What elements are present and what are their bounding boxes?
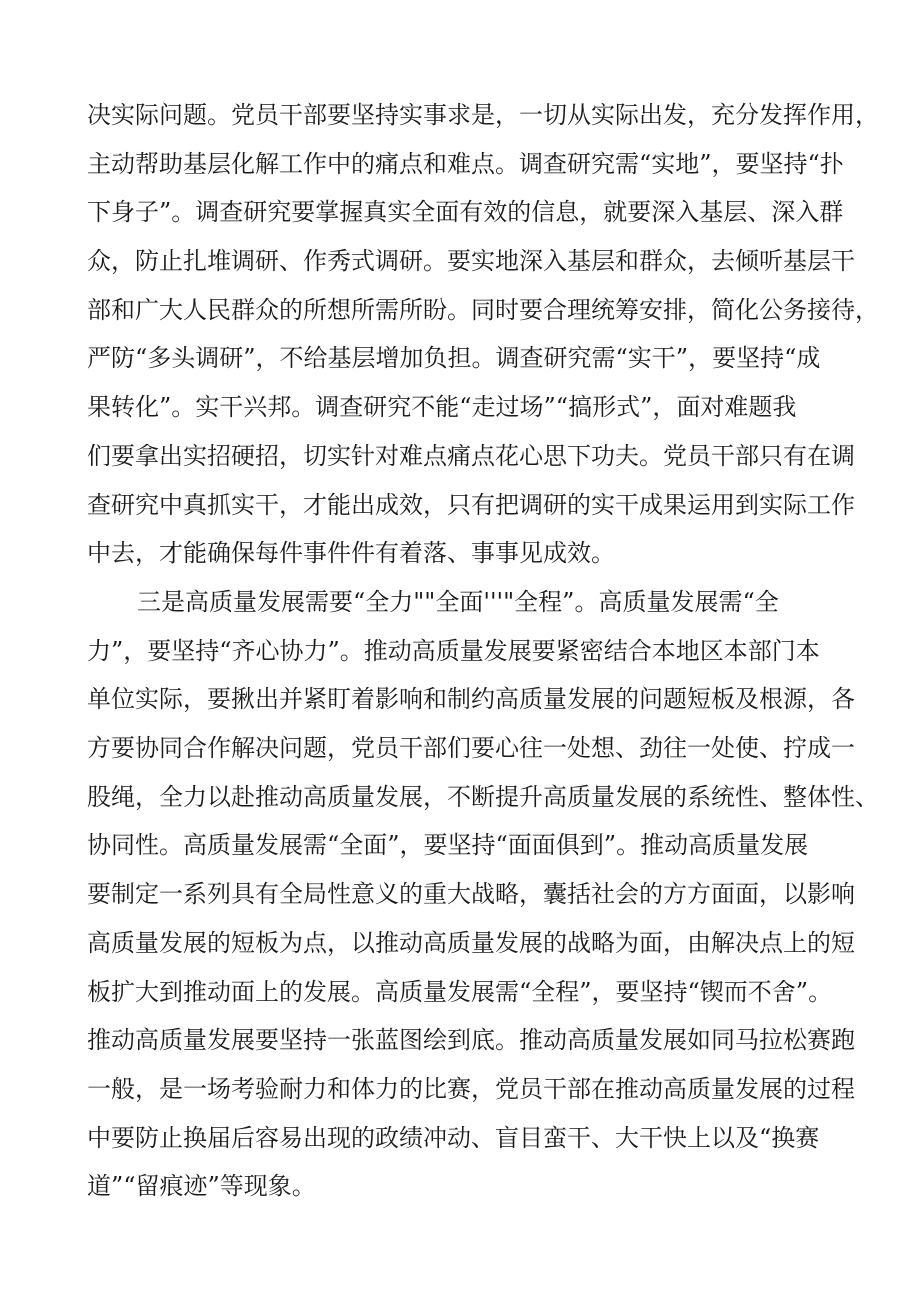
text-line: 众，防止扎堆调研、作秀式调研。要实地深入基层和群众，去倾听基层干: [87, 247, 855, 276]
text-line-first: 三是高质量发展需要“全力""全面'''"全程”。高质量发展需“全: [137, 588, 779, 616]
text-line: 部和广大人民群众的所想所需所盼。同时要合理统筹安排，简化公务接待，: [87, 295, 879, 324]
text-line: 股绳，全力以赴推动高质量发展，不断提升高质量发展的系统性、整体性、: [87, 782, 879, 811]
text-line: 们要拿出实招硬招，切实针对难点痛点花心思下功夫。党员干部只有在调: [87, 441, 855, 470]
text-line: 道”“留痕迹”等现象。: [87, 1172, 316, 1201]
text-line: 高质量发展的短板为点，以推动高质量发展的战略为面，由解决点上的短: [87, 928, 855, 957]
text-line: 中要防止换届后容易出现的政绩冲动、盲目蛮干、大干快上以及“换赛: [87, 1123, 820, 1152]
text-line: 下身子”。调查研究要掌握真实全面有效的信息，就要深入基层、深入群: [87, 198, 844, 227]
text-line: 主动帮助基层化解工作中的痛点和难点。调查研究需“实地”，要坚持“扑: [87, 149, 844, 178]
text-line: 协同性。高质量发展需“全面”，要坚持“面面俱到”。推动高质量发展: [87, 831, 809, 860]
text-line: 方要协同合作解决问题，党员干部们要心往一处想、劲往一处使、拧成一: [87, 734, 855, 763]
text-line: 严防“多头调研”，不给基层增加负担。调查研究需“实干”，要坚持“成: [87, 344, 821, 373]
text-line: 板扩大到推动面上的发展。高质量发展需“全程”，要坚持“锲而不舍”。: [87, 977, 833, 1006]
text-line: 果转化”。实干兴邦。调查研究不能“走过场”“搞形式”，面对难题我: [87, 393, 797, 422]
paragraph-investigation: [87, 91, 879, 578]
text-line: 力”，要坚持“齐心协力”。推动高质量发展要紧密结合本地区本部门本: [87, 636, 820, 665]
text-line: 单位实际，要揪出并紧盯着影响和制约高质量发展的问题短板及根源，各: [87, 685, 855, 714]
text-line: 一般，是一场考验耐力和体力的比赛，党员干部在推动高质量发展的过程: [87, 1074, 855, 1103]
paragraph-high-quality-development: [87, 578, 879, 1211]
text-line: 中去，才能确保每件事件件有着落、事事见成效。: [87, 539, 615, 568]
text-line: 要制定一系列具有全局性意义的重大战略，囊括社会的方方面面，以影响: [87, 880, 855, 909]
text-line: 查研究中真抓实干，才能出成效，只有把调研的实干成果运用到实际工作: [87, 490, 855, 519]
text-line: 推动高质量发展要坚持一张蓝图绘到底。推动高质量发展如同马拉松赛跑: [87, 1026, 855, 1055]
text-line: 决实际问题。党员干部要坚持实事求是，一切从实际出发，充分发挥作用，: [87, 101, 879, 129]
